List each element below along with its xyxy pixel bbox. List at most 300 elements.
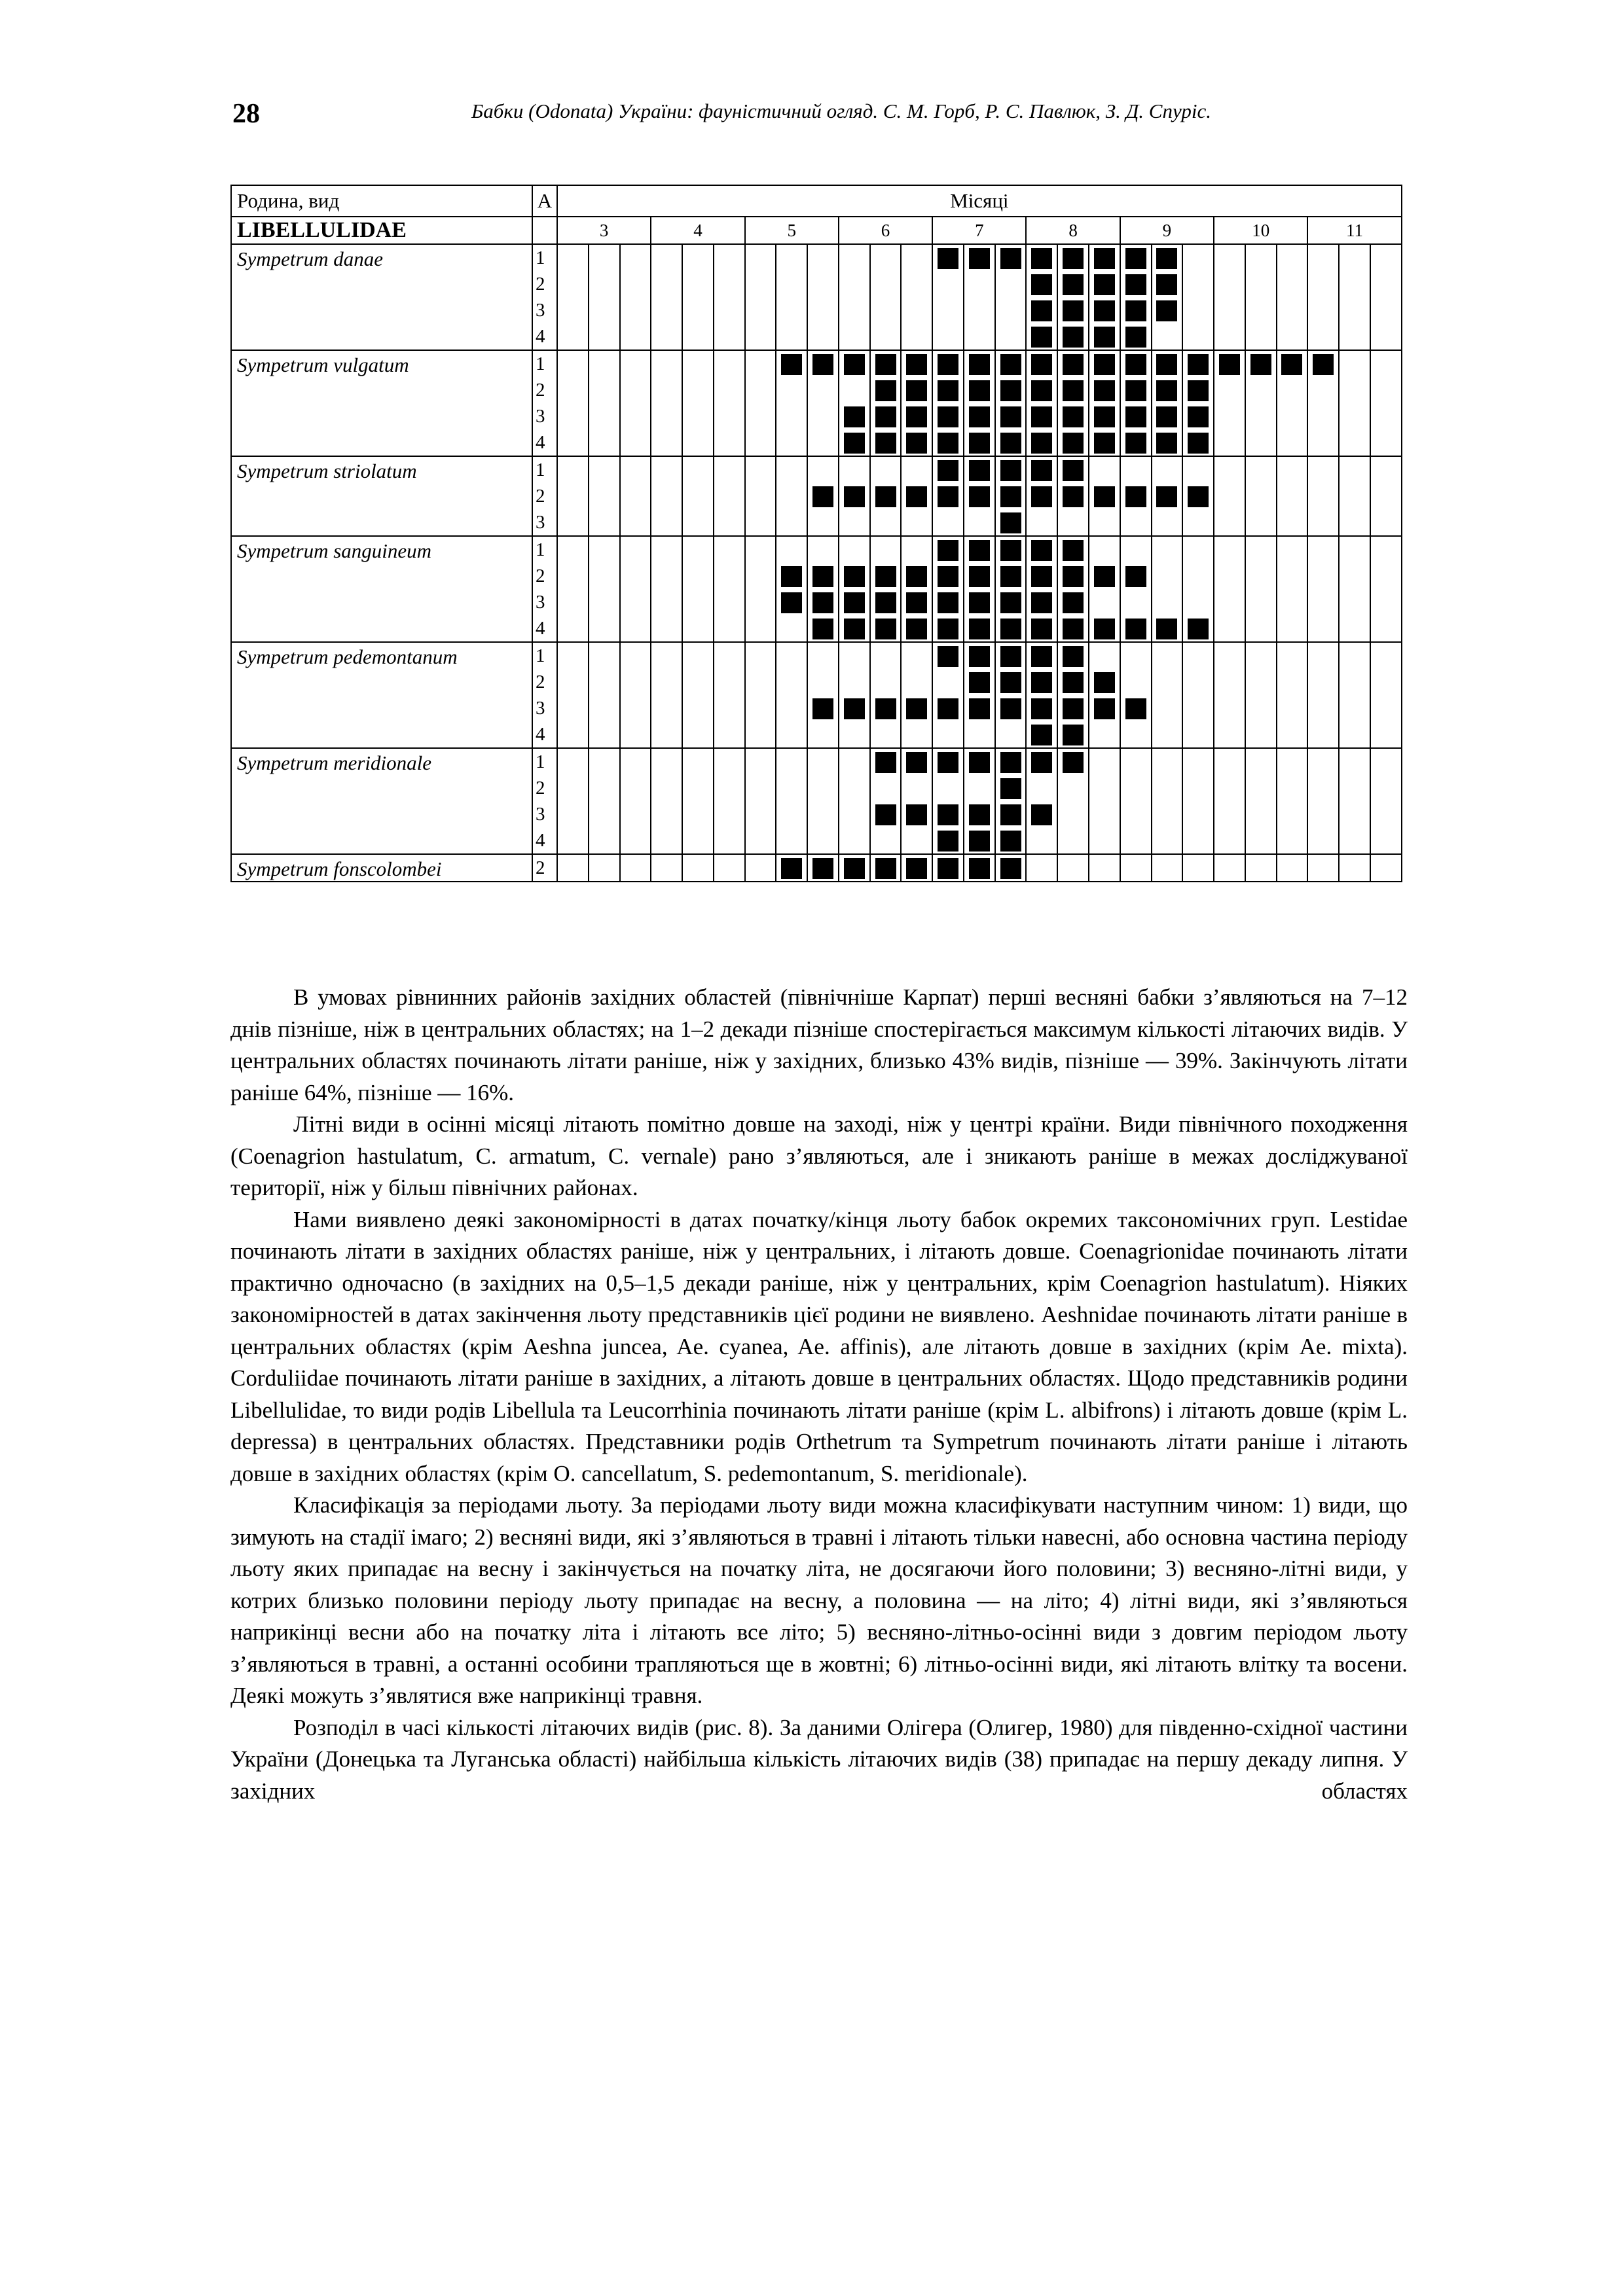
flight-mark bbox=[938, 460, 958, 481]
decade-cell bbox=[714, 456, 745, 536]
decade-cell bbox=[870, 854, 902, 882]
decade-cell bbox=[1370, 536, 1402, 642]
page-number: 28 bbox=[232, 99, 260, 129]
species-row bbox=[231, 536, 1402, 642]
flight-mark bbox=[1063, 380, 1084, 401]
decade-cell bbox=[1182, 244, 1214, 350]
decade-cell bbox=[1339, 350, 1370, 456]
flight-mark bbox=[1000, 778, 1021, 799]
decade-cell bbox=[1245, 244, 1277, 350]
abundance-cell bbox=[532, 244, 557, 350]
decade-cell bbox=[1152, 854, 1183, 882]
decade-cell bbox=[1214, 350, 1245, 456]
flight-mark bbox=[1000, 354, 1021, 375]
abundance-value: 4 bbox=[536, 326, 545, 347]
decade-cell bbox=[714, 642, 745, 748]
flight-mark bbox=[1063, 248, 1084, 269]
flight-mark bbox=[938, 619, 958, 639]
decade-cell bbox=[1026, 748, 1057, 854]
flight-mark bbox=[969, 619, 990, 639]
flight-mark bbox=[906, 804, 927, 825]
species-name: Sympetrum pedemontanum bbox=[231, 642, 532, 748]
flight-mark bbox=[844, 354, 865, 375]
flight-mark bbox=[969, 433, 990, 454]
flight-mark bbox=[875, 592, 896, 613]
flight-mark bbox=[875, 354, 896, 375]
abundance-value: 1 bbox=[536, 247, 545, 268]
flight-mark bbox=[1063, 354, 1084, 375]
decade-cell bbox=[745, 854, 776, 882]
decade-cell bbox=[1307, 854, 1339, 882]
decade-cell bbox=[682, 854, 714, 882]
flight-mark bbox=[1063, 406, 1084, 427]
decade-cell bbox=[901, 642, 932, 748]
abundance-value: 4 bbox=[536, 724, 545, 745]
flight-mark bbox=[1031, 327, 1052, 348]
decade-cell bbox=[1057, 536, 1089, 642]
flight-mark bbox=[1031, 433, 1052, 454]
flight-mark bbox=[875, 380, 896, 401]
decade-cell bbox=[870, 748, 902, 854]
flight-mark bbox=[906, 433, 927, 454]
decade-cell bbox=[839, 536, 870, 642]
decade-cell bbox=[901, 244, 932, 350]
abundance-cell bbox=[532, 854, 557, 882]
decade-cell bbox=[1245, 642, 1277, 748]
flight-mark bbox=[1031, 300, 1052, 321]
flight-mark bbox=[1188, 619, 1209, 639]
flight-mark bbox=[875, 858, 896, 879]
species-row bbox=[231, 244, 1402, 350]
decade-cell bbox=[1245, 854, 1277, 882]
decade-cell bbox=[1277, 748, 1308, 854]
decade-cell bbox=[995, 350, 1027, 456]
flight-mark bbox=[1000, 512, 1021, 533]
month-label: 10 bbox=[1214, 217, 1307, 244]
abundance-cell bbox=[532, 350, 557, 456]
decade-cell bbox=[1245, 350, 1277, 456]
month-label: 9 bbox=[1120, 217, 1214, 244]
decade-cell bbox=[589, 456, 620, 536]
decade-cell bbox=[1277, 642, 1308, 748]
flight-period-table bbox=[230, 185, 1402, 882]
flight-mark bbox=[938, 698, 958, 719]
decade-cell bbox=[589, 536, 620, 642]
decade-cell bbox=[714, 244, 745, 350]
flight-mark bbox=[1094, 486, 1115, 507]
month-label: 3 bbox=[557, 217, 651, 244]
decade-cell bbox=[682, 456, 714, 536]
decade-cell bbox=[1120, 244, 1152, 350]
abundance-value: 2 bbox=[536, 857, 545, 878]
decade-cell bbox=[557, 748, 589, 854]
decade-cell bbox=[620, 854, 651, 882]
paragraph: Літні види в осінні місяці літають помітно довше на заході, ніж у центрі країни. Види північного походження (Coenagrion hastulatum, C. armatum, C. vernale) рано з’являються, але і зникають раніше в межах досліджуваної території, ніж у більш північних районах. bbox=[230, 1111, 1408, 1200]
flight-mark bbox=[1000, 592, 1021, 613]
decade-cell bbox=[651, 244, 682, 350]
abundance-value: 2 bbox=[536, 274, 545, 295]
flight-mark bbox=[844, 698, 865, 719]
flight-mark bbox=[969, 460, 990, 481]
decade-cell bbox=[1214, 536, 1245, 642]
decade-cell bbox=[651, 748, 682, 854]
flight-mark bbox=[844, 592, 865, 613]
decade-cell bbox=[651, 854, 682, 882]
flight-mark bbox=[844, 406, 865, 427]
decade-cell bbox=[1307, 748, 1339, 854]
flight-mark bbox=[812, 592, 833, 613]
flight-mark bbox=[1000, 831, 1021, 852]
decade-cell bbox=[807, 350, 839, 456]
flight-mark bbox=[969, 566, 990, 587]
flight-mark bbox=[969, 672, 990, 693]
flight-mark bbox=[1156, 274, 1177, 295]
flight-mark bbox=[938, 406, 958, 427]
decade-cell bbox=[776, 642, 807, 748]
flight-mark bbox=[906, 752, 927, 773]
decade-cell bbox=[1057, 456, 1089, 536]
decade-cell bbox=[651, 536, 682, 642]
flight-mark bbox=[1250, 354, 1271, 375]
decade-cell bbox=[1307, 350, 1339, 456]
paragraph: В умовах рівнинних районів західних областей (північніше Карпат) перші весняні бабки з’являються на 7–12 днів пізніше, ніж в центральних областях; на 1–2 декади пізніше спостерігається максимум кількості літаючих видів. У центральних областях починають літати раніше, ніж у західних, близько 43% видів, пізніше — 39%. Закінчують літати раніше 64%, пізніше — 16%. bbox=[230, 984, 1408, 1105]
flight-mark bbox=[1000, 858, 1021, 879]
decade-cell bbox=[1026, 642, 1057, 748]
flight-mark bbox=[875, 486, 896, 507]
flight-mark bbox=[1094, 300, 1115, 321]
abundance-value: 1 bbox=[536, 353, 545, 374]
decade-cell bbox=[682, 536, 714, 642]
decade-cell bbox=[807, 642, 839, 748]
flight-mark bbox=[1156, 300, 1177, 321]
flight-mark bbox=[1031, 752, 1052, 773]
decade-cell bbox=[1120, 854, 1152, 882]
abundance-value: 2 bbox=[536, 672, 545, 692]
flight-mark bbox=[1031, 619, 1052, 639]
flight-mark bbox=[969, 831, 990, 852]
abundance-value: 2 bbox=[536, 565, 545, 586]
flight-mark bbox=[844, 433, 865, 454]
flight-mark bbox=[875, 566, 896, 587]
flight-mark bbox=[969, 592, 990, 613]
flight-mark bbox=[1125, 248, 1146, 269]
abundance-value: 3 bbox=[536, 512, 545, 533]
decade-cell bbox=[1152, 350, 1183, 456]
flight-mark bbox=[1094, 619, 1115, 639]
decade-cell bbox=[745, 642, 776, 748]
decade-cell bbox=[839, 642, 870, 748]
flight-mark bbox=[938, 248, 958, 269]
family-name: LIBELLULIDAE bbox=[231, 217, 532, 244]
decade-cell bbox=[1370, 854, 1402, 882]
flight-mark bbox=[969, 248, 990, 269]
decade-cell bbox=[1277, 854, 1308, 882]
flight-mark bbox=[1063, 725, 1084, 745]
flight-mark bbox=[844, 619, 865, 639]
flight-mark bbox=[1031, 486, 1052, 507]
decade-cell bbox=[1245, 456, 1277, 536]
decade-cell bbox=[1057, 350, 1089, 456]
flight-mark bbox=[1156, 433, 1177, 454]
flight-mark bbox=[938, 566, 958, 587]
decade-cell bbox=[745, 350, 776, 456]
decade-cell bbox=[1245, 536, 1277, 642]
decade-cell bbox=[1370, 244, 1402, 350]
flight-mark bbox=[906, 566, 927, 587]
species-row bbox=[231, 350, 1402, 456]
flight-mark bbox=[1063, 752, 1084, 773]
decade-cell bbox=[1120, 350, 1152, 456]
decade-cell bbox=[1307, 456, 1339, 536]
species-name: Sympetrum meridionale bbox=[231, 748, 532, 854]
flight-mark bbox=[1156, 406, 1177, 427]
abundance-value: 1 bbox=[536, 751, 545, 772]
flight-mark bbox=[969, 804, 990, 825]
decade-cell bbox=[745, 536, 776, 642]
decade-cell bbox=[1182, 748, 1214, 854]
flight-mark bbox=[812, 698, 833, 719]
flight-mark bbox=[1188, 486, 1209, 507]
decade-cell bbox=[714, 536, 745, 642]
decade-cell bbox=[932, 642, 964, 748]
flight-mark bbox=[1000, 380, 1021, 401]
abundance-header-blank bbox=[532, 217, 557, 244]
flight-mark bbox=[844, 486, 865, 507]
decade-cell bbox=[651, 456, 682, 536]
decade-cell bbox=[1214, 244, 1245, 350]
decade-cell bbox=[1307, 244, 1339, 350]
flight-mark bbox=[875, 804, 896, 825]
decade-cell bbox=[995, 456, 1027, 536]
decade-cell bbox=[776, 536, 807, 642]
flight-mark bbox=[1031, 592, 1052, 613]
flight-mark bbox=[1281, 354, 1302, 375]
flight-mark bbox=[781, 592, 802, 613]
decade-cell bbox=[1182, 350, 1214, 456]
flight-mark bbox=[1063, 433, 1084, 454]
decade-cell bbox=[1026, 456, 1057, 536]
flight-mark bbox=[1125, 274, 1146, 295]
decade-cell bbox=[964, 854, 995, 882]
flight-mark bbox=[1000, 672, 1021, 693]
decade-cell bbox=[589, 642, 620, 748]
decade-cell bbox=[1057, 244, 1089, 350]
flight-mark bbox=[969, 858, 990, 879]
flight-mark bbox=[1094, 672, 1115, 693]
flight-mark bbox=[969, 646, 990, 667]
decade-cell bbox=[651, 642, 682, 748]
decade-cell bbox=[901, 854, 932, 882]
decade-cell bbox=[901, 536, 932, 642]
flight-mark bbox=[969, 698, 990, 719]
decade-cell bbox=[964, 748, 995, 854]
flight-mark bbox=[1094, 274, 1115, 295]
decade-cell bbox=[557, 854, 589, 882]
abundance-value: 1 bbox=[536, 645, 545, 666]
flight-mark bbox=[1094, 406, 1115, 427]
month-label: 11 bbox=[1307, 217, 1401, 244]
decade-cell bbox=[964, 456, 995, 536]
decade-cell bbox=[1182, 536, 1214, 642]
decade-cell bbox=[1307, 536, 1339, 642]
flight-mark bbox=[875, 698, 896, 719]
decade-cell bbox=[995, 854, 1027, 882]
flight-mark bbox=[1125, 327, 1146, 348]
decade-cell bbox=[1152, 642, 1183, 748]
decade-cell bbox=[807, 244, 839, 350]
abundance-cell bbox=[532, 456, 557, 536]
decade-cell bbox=[807, 854, 839, 882]
flight-mark bbox=[812, 486, 833, 507]
decade-cell bbox=[589, 244, 620, 350]
month-label: 4 bbox=[651, 217, 744, 244]
decade-cell bbox=[1214, 642, 1245, 748]
flight-mark bbox=[812, 354, 833, 375]
flight-mark bbox=[1000, 248, 1021, 269]
decade-cell bbox=[682, 350, 714, 456]
decade-cell bbox=[745, 456, 776, 536]
abundance-value: 1 bbox=[536, 459, 545, 480]
flight-mark bbox=[906, 354, 927, 375]
abundance-cell bbox=[532, 536, 557, 642]
decade-cell bbox=[589, 854, 620, 882]
flight-mark bbox=[1031, 646, 1052, 667]
flight-mark bbox=[969, 406, 990, 427]
flight-mark bbox=[1094, 327, 1115, 348]
abundance-value: 3 bbox=[536, 698, 545, 719]
decade-cell bbox=[1277, 456, 1308, 536]
flight-mark bbox=[1156, 619, 1177, 639]
species-name: Sympetrum fonscolombei bbox=[231, 854, 532, 882]
flight-mark bbox=[1031, 460, 1052, 481]
decade-cell bbox=[1089, 642, 1120, 748]
flight-mark bbox=[1063, 646, 1084, 667]
decade-cell bbox=[932, 350, 964, 456]
decade-cell bbox=[589, 748, 620, 854]
decade-cell bbox=[1182, 642, 1214, 748]
decade-cell bbox=[1120, 748, 1152, 854]
decade-cell bbox=[620, 456, 651, 536]
decade-cell bbox=[964, 536, 995, 642]
flight-mark bbox=[1063, 486, 1084, 507]
flight-mark bbox=[1094, 354, 1115, 375]
flight-mark bbox=[938, 646, 958, 667]
flight-mark bbox=[1063, 592, 1084, 613]
flight-mark bbox=[1031, 698, 1052, 719]
species-row bbox=[231, 642, 1402, 748]
abundance-value: 4 bbox=[536, 618, 545, 639]
flight-mark bbox=[1000, 752, 1021, 773]
flight-mark bbox=[1125, 406, 1146, 427]
decade-cell bbox=[682, 244, 714, 350]
month-label: 5 bbox=[745, 217, 839, 244]
flight-mark bbox=[781, 858, 802, 879]
decade-cell bbox=[776, 748, 807, 854]
decade-cell bbox=[1057, 854, 1089, 882]
decade-cell bbox=[1339, 244, 1370, 350]
flight-mark bbox=[1031, 566, 1052, 587]
decade-cell bbox=[1339, 642, 1370, 748]
decade-cell bbox=[1339, 854, 1370, 882]
flight-mark bbox=[1125, 380, 1146, 401]
flight-mark bbox=[938, 540, 958, 561]
decade-cell bbox=[620, 536, 651, 642]
decade-cell bbox=[932, 536, 964, 642]
flight-mark bbox=[1094, 433, 1115, 454]
decade-cell bbox=[1089, 244, 1120, 350]
abundance-value: 3 bbox=[536, 592, 545, 613]
decade-cell bbox=[1026, 244, 1057, 350]
flight-mark bbox=[1125, 300, 1146, 321]
decade-cell bbox=[1214, 456, 1245, 536]
flight-mark bbox=[1031, 672, 1052, 693]
decade-cell bbox=[1057, 748, 1089, 854]
flight-mark bbox=[1031, 274, 1052, 295]
flight-mark bbox=[1000, 566, 1021, 587]
flight-mark bbox=[1000, 433, 1021, 454]
decade-cell bbox=[1089, 350, 1120, 456]
decade-cell bbox=[807, 456, 839, 536]
flight-mark bbox=[1031, 248, 1052, 269]
flight-mark bbox=[1156, 486, 1177, 507]
flight-mark bbox=[1000, 698, 1021, 719]
decade-cell bbox=[589, 350, 620, 456]
decade-cell bbox=[1089, 536, 1120, 642]
flight-mark bbox=[1125, 354, 1146, 375]
decade-cell bbox=[839, 456, 870, 536]
decade-cell bbox=[1370, 748, 1402, 854]
flight-mark bbox=[1063, 672, 1084, 693]
flight-mark bbox=[1094, 380, 1115, 401]
decade-cell bbox=[870, 456, 902, 536]
decade-cell bbox=[1339, 748, 1370, 854]
abundance-value: 3 bbox=[536, 804, 545, 825]
flight-mark bbox=[875, 433, 896, 454]
decade-cell bbox=[557, 244, 589, 350]
species-row bbox=[231, 748, 1402, 854]
decade-cell bbox=[714, 854, 745, 882]
flight-mark bbox=[1188, 406, 1209, 427]
species-name: Sympetrum danae bbox=[231, 244, 532, 350]
flight-mark bbox=[781, 354, 802, 375]
flight-mark bbox=[1063, 300, 1084, 321]
decade-cell bbox=[557, 350, 589, 456]
flight-mark bbox=[781, 566, 802, 587]
flight-mark bbox=[1063, 619, 1084, 639]
decade-cell bbox=[1370, 456, 1402, 536]
decade-cell bbox=[807, 536, 839, 642]
decade-cell bbox=[932, 456, 964, 536]
decade-cell bbox=[776, 244, 807, 350]
month-label: 8 bbox=[1026, 217, 1120, 244]
flight-mark bbox=[938, 486, 958, 507]
decade-cell bbox=[839, 244, 870, 350]
paragraph: Класифікація за періодами льоту. За періодами льоту види можна класифікувати наступним чином: 1) види, що зимують на стадії імаго; 2) весняні види, які з’являються в травні і літають тільки навесні, або основна частина періоду льоту яких припадає на весну і закінчується на початку літа, не досягаючи його половини; 3) весняно-літні види, у котрих близько половини періоду льоту припадає на весну, а половина — на літо; 4) літні види, які з’являються наприкінці весни або на початку літа і літають все літо; 5) весняно-літньо-осінні види з довгим періодом льоту з’являються в травні, а останні особини трапляються ще в жовтні; 6) літньо-осінні види, які літають влітку та восени. Деякі можуть з’являтися вже наприкінці травня. bbox=[230, 1492, 1408, 1708]
decade-cell bbox=[1120, 456, 1152, 536]
species-name: Sympetrum sanguineum bbox=[231, 536, 532, 642]
abundance-cell bbox=[532, 642, 557, 748]
decade-cell bbox=[714, 748, 745, 854]
decade-cell bbox=[745, 748, 776, 854]
decade-cell bbox=[1026, 536, 1057, 642]
decade-cell bbox=[1277, 536, 1308, 642]
flight-mark bbox=[1063, 274, 1084, 295]
running-head: Бабки (Odonata) України: фауністичний огляд. С. М. Горб, Р. С. Павлюк, З. Д. Спуріс. bbox=[471, 99, 1211, 122]
decade-cell bbox=[1277, 244, 1308, 350]
decade-cell bbox=[870, 244, 902, 350]
decade-cell bbox=[776, 854, 807, 882]
flight-mark bbox=[938, 804, 958, 825]
